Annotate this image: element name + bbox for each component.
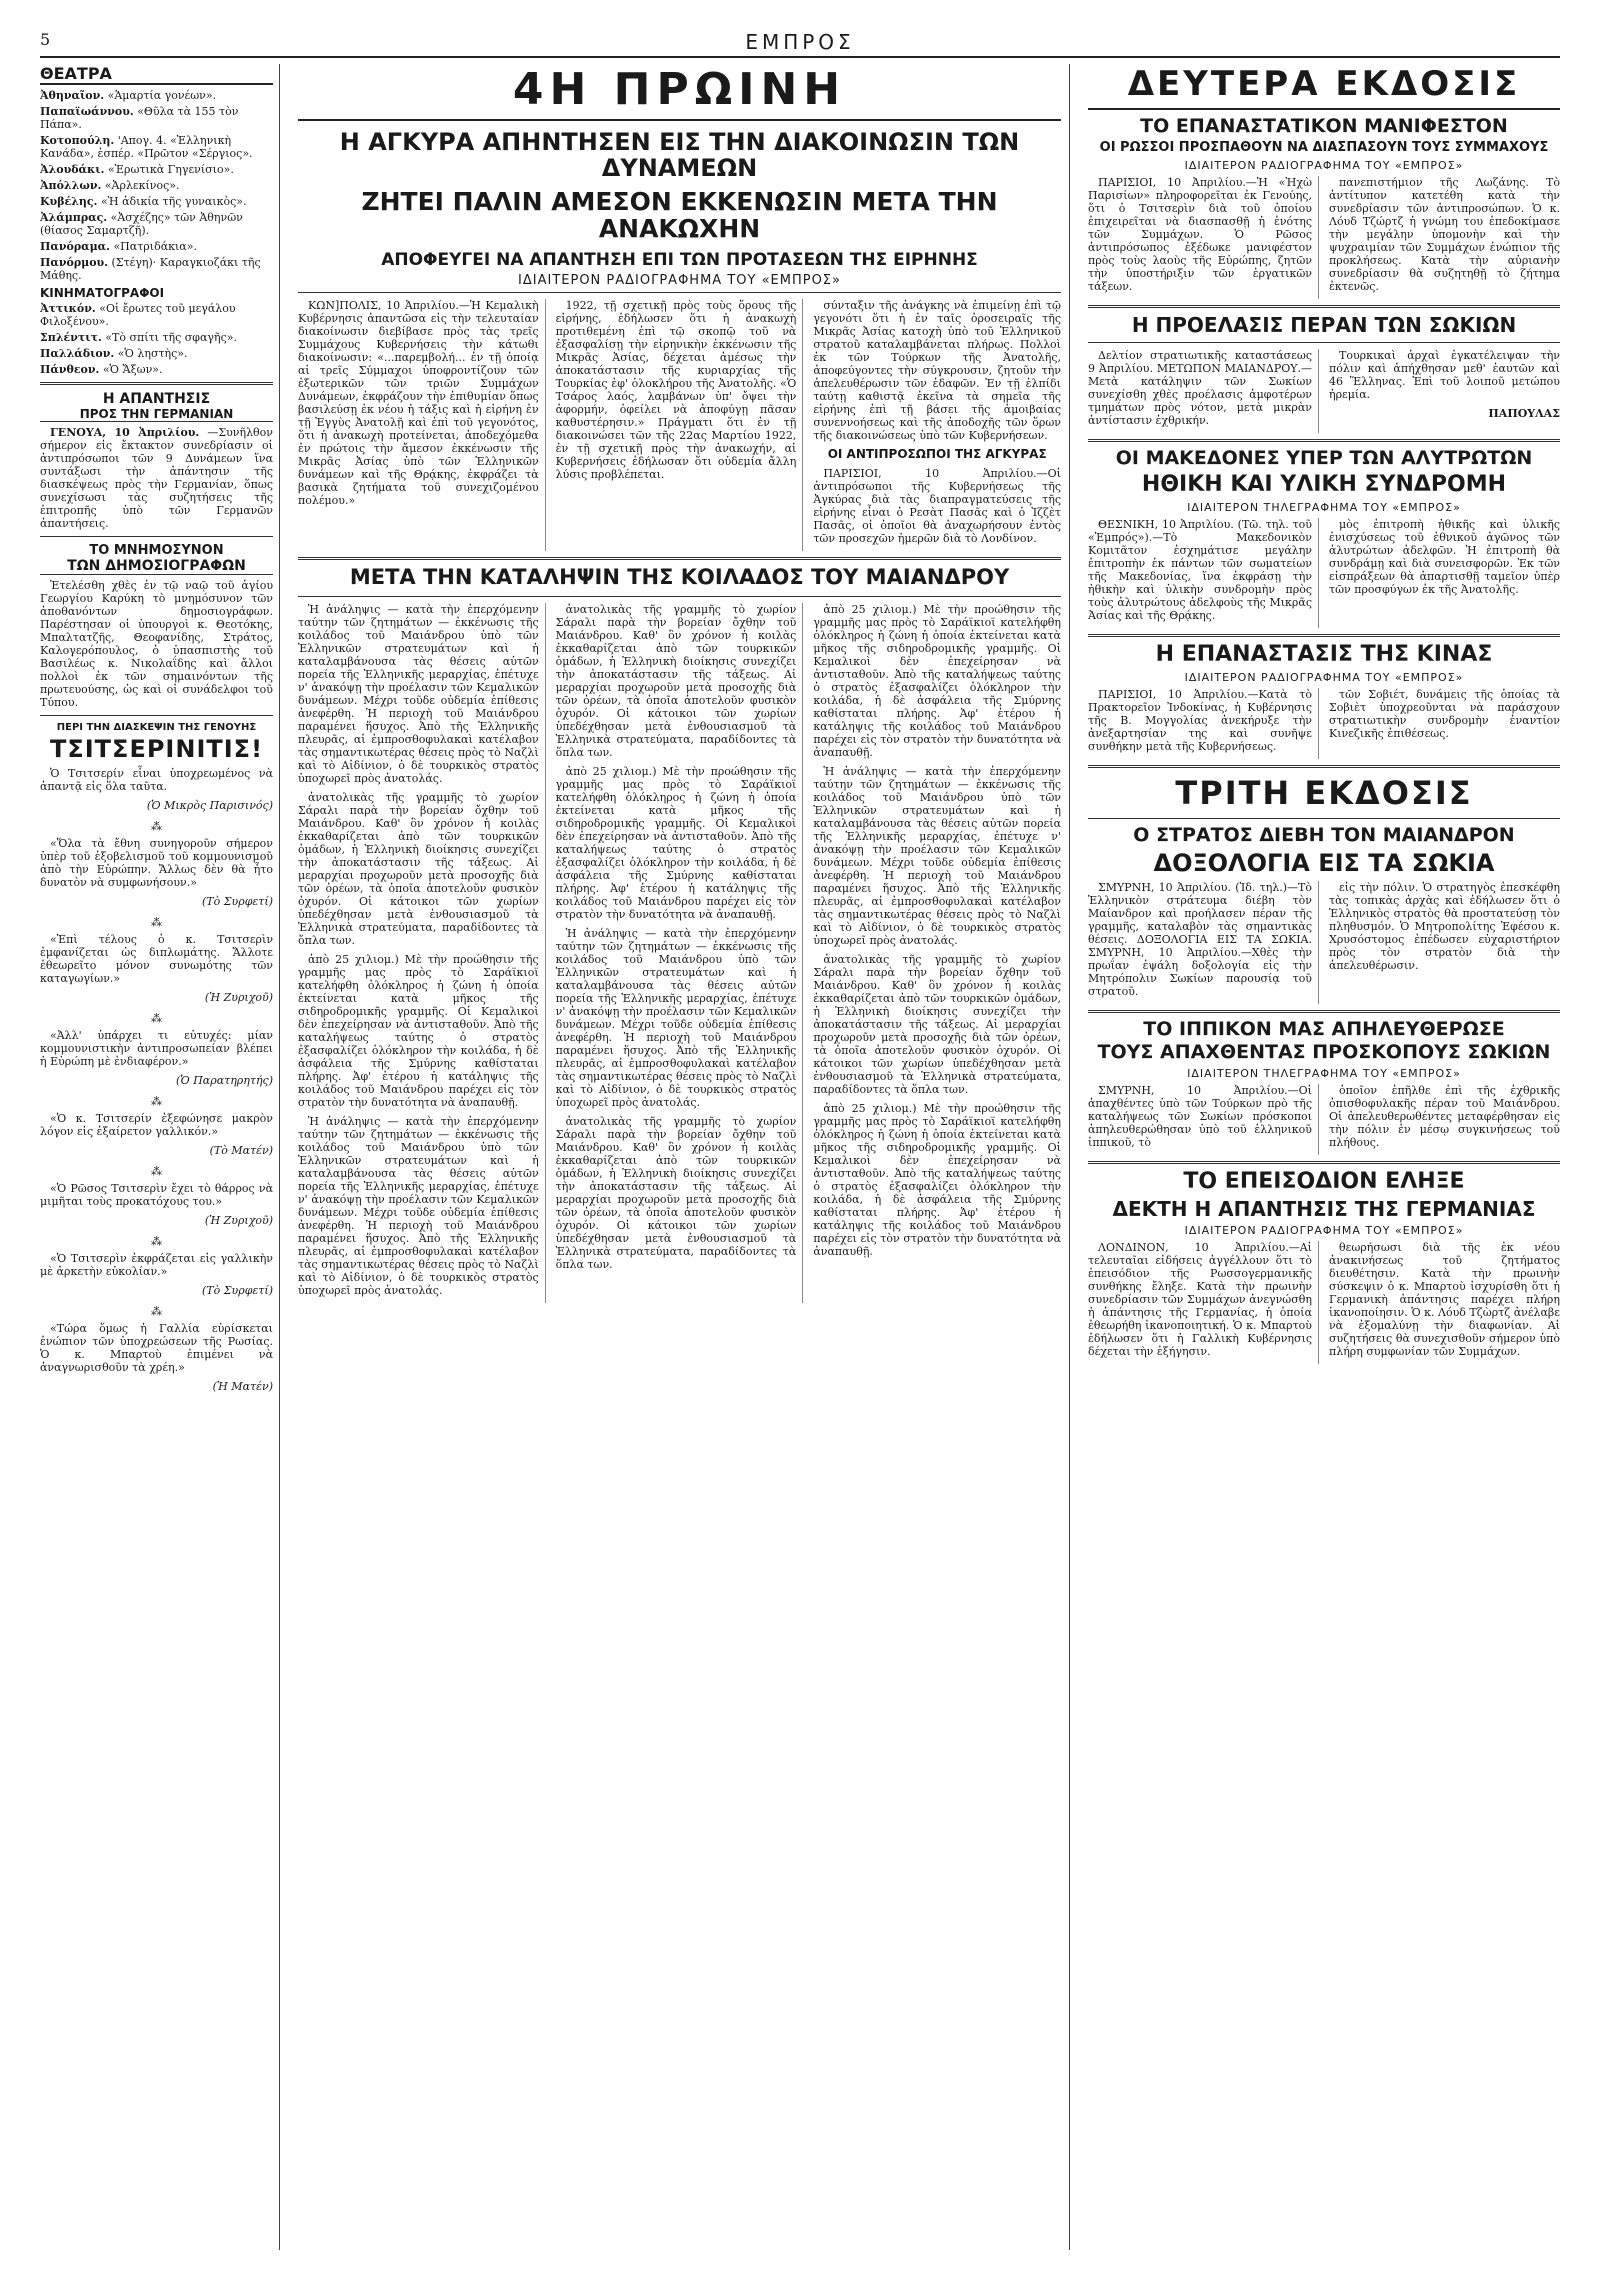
third-edition-title: ΤΡΙΤΗ ΕΚΔΟΣΙΣ	[1175, 774, 1473, 813]
theatre-heading: ΘΕΑΤΡΑ	[40, 64, 273, 85]
listing-text: «Τὸ σπίτι τῆς σφαγῆς».	[105, 331, 237, 344]
listing-item	[40, 163, 273, 176]
cinema-heading: ΚΙΝΗΜΑΤΟΓΡΑΦΟΙ	[40, 286, 165, 300]
text-column	[556, 299, 804, 551]
paragraph: εἰς τὴν πόλιν. Ὁ στρατηγὸς ἐπεσκέφθη τὰς τοπικὰς ἀρχὰς καὶ ἐδήλωσεν ὅτι ὁ Ἑλληνικὸς στρατὸς θὰ προστατεύσῃ τὸν πληθυσμόν. Ὁ Μητροπολίτης Ἐφέσου κ. Χρυσόστομος ἐπέδωσεν εὐχαριστήριον πρὸς τὸν στρατὸν διὰ τὴν ἀπελευθέρωσιν.	[1329, 880, 1560, 972]
text-column	[1329, 518, 1560, 628]
headline-doxology: ΔΟΞΟΛΟΓΙΑ ΕΙΣ ΤΑ ΣΩΚΙΑ	[1153, 849, 1495, 878]
lead-article-columns	[298, 299, 1061, 551]
headline-secondary: ΖΗΤΕΙ ΠΑΛΙΝ ΑΜΕΣΟΝ ΕΚΚΕΝΩΣΙΝ ΜΕΤΑ ΤΗΝ ΑΝΑΚΩΧΗΝ	[361, 186, 998, 244]
separator-stars: ⁂	[151, 916, 162, 929]
paragraph: ἀπὸ 25 χιλιομ.) Μὲ τὴν προώθησιν τῆς γραμμῆς μας πρὸς τὸ Σαράϊκιοϊ κατελήφθη ὁλόκληρος ἡ ζώνη ἡ ὁποία ἐκτείνεται κατὰ μῆκος τῆς σιδηροδρομικῆς γραμμῆς. Οἱ Κεμαλικοὶ δὲν ἐπεχείρησαν νὰ ἀντισταθοῦν. Ἀπὸ τῆς καταλήψεως ταύτης ὁ στρατὸς ἐξασφαλίζει ὁλόκληρον τὴν κοιλάδα, ἡ δὲ ἀσφάλεια τῆς Σμύρνης καθίσταται πλήρης. Ἀφ' ἑτέρου ἡ κατάληψις τῆς κοιλάδος τοῦ Μαιάνδρου παρέχει εἰς τὸν στρατὸν τὴν δυνατότητα νὰ ἀναπαυθῇ.	[813, 602, 1061, 759]
separator-stars: ⁂	[151, 1095, 162, 1108]
quote-list	[40, 820, 273, 1393]
paragraph: τῶν Σοβιέτ, δυνάμεις τῆς ὁποίας τὰ Σοβιὲτ ὑποχρεοῦνται νὰ παράσχουν στρατιωτικὴν συνδρομὴν ἐναντίον Κινεζικῆς ἐπιθέσεως.	[1329, 688, 1560, 741]
quote-text: «Ὁ Τσιτσερὶν ἐκφράζεται εἰς γαλλικὴν μὲ ἀρκετὴν εὐκολίαν.»	[40, 1252, 273, 1278]
article-title: Η ΑΠΑΝΤΗΣΙΣ	[102, 391, 211, 407]
listing-name: Ἀλάμπρας.	[40, 211, 108, 224]
listing-text: (Στέγη)· Καραγκιοζάκι τῆς Μάθης.	[40, 256, 261, 282]
article-body	[40, 579, 273, 709]
dateline: ΓΕΝΟΥΑ, 10 Ἀπριλίου.	[50, 426, 200, 439]
paragraph: ἀνατολικὰς τῆς γραμμῆς τὸ χωρίον Σάραλι παρὰ τὴν βορείαν ὄχθην τοῦ Μαιάνδρου. Καθ' ὃν χρόνον ἡ κοιλὰς ἐκκαθαρίζεται ἀπὸ τῶν τουρκικῶν ὁμάδων, ἡ Ἑλληνικὴ διοίκησις συνεχίζει τὴν ἀποκατάστασιν τῆς τάξεως. Αἱ μεραρχίαι προχωροῦν μετὰ προσοχῆς διὰ τῶν ὀρέων, τὰ ὁποῖα ἀποτελοῦν φυσικὸν ὀχυρόν. Οἱ κάτοικοι τῶν χωρίων ὑπεδέχθησαν μετὰ ἐνθουσιασμοῦ τὰ Ἑλληνικὰ στρατεύματα, παραδίδοντες τὰ ὅπλα των.	[298, 790, 539, 947]
listing-name: Πάνθεον.	[40, 363, 100, 376]
headline-china: Η ΕΠΑΝΑΣΤΑΣΙΣ ΤΗΣ ΚΙΝΑΣ	[1155, 642, 1493, 668]
paragraph: ΠΑΡΙΣΙΟΙ, 10 Ἀπριλίου.—Κατὰ τὸ Πρακτορεῖον Ἰνδοκίνας, ἡ Κυβέρνησις τῆς Β. Μογγολίας ἀνεκήρυξε τὴν ἀνεξαρτησίαν της καὶ συνῆψε συνθήκην μετὰ τῆς Κυβερνήσεως.	[1088, 688, 1312, 754]
second-edition-title: ΔΕΥΤΕΡΑ ΕΚΔΟΣΙΣ	[1088, 64, 1560, 110]
paragraph: Τουρκικαὶ ἀρχαὶ ἐγκατέλειψαν τὴν πόλιν καὶ ἀπήχθησαν μεθ' ἑαυτῶν καὶ 46 Ἕλληνας. Ἐπὶ τοῦ λοιποῦ μετώπου ἠρεμία.	[1329, 349, 1560, 402]
macedonians-columns	[1088, 518, 1560, 628]
quote-text: «Ἀλλ' ὑπάρχει τι εὐτυχές: μίαν κομμουνιστικὴν ἀντιπροσωπείαν βλέπει ἡ Εὐρώπη μὲ ἐνδιαφέρον.»	[40, 1029, 273, 1068]
listing-name: Ἀθηναῖον.	[40, 89, 105, 102]
quote-source: (Ἡ Ματέν)	[212, 1380, 273, 1393]
newspaper-page	[40, 30, 1560, 2250]
listing-item	[40, 105, 273, 131]
quote-source: (Ἡ Ζυριχοῦ)	[204, 1214, 273, 1227]
cinema-list	[40, 302, 273, 376]
listing-item	[40, 211, 273, 237]
headline-manifesto: ΤΟ ΕΠΑΝΑΣΤΑΤΙΚΟΝ ΜΑΝΙΦΕΣΤΟΝ	[1140, 115, 1508, 137]
article-title: ΤΟ ΜΝΗΜΟΣΥΝΟΝ	[89, 543, 224, 558]
separator-stars: ⁂	[151, 1305, 162, 1318]
quote-text: «Ὁ κ. Τσιτσερίν ἐξεφώνησε μακρὸν λόγον εἰς ἐξαίρετον γαλλικόν.»	[40, 1112, 273, 1138]
paper-name: ΕΜΠΡΟΣ	[745, 30, 855, 54]
paragraph: ΚΩΝ]ΠΟΛΙΣ, 10 Ἀπριλίου.—Ἡ Κεμαλικὴ Κυβέρνησις ἀπαντῶσα εἰς τὴν τελευταίαν διακοίνωσιν διεβίβασε πρὸς τὰς τρεῖς Συμμάχους Κυβερνήσεις τὴν κάτωθι διακοίνωσιν: «...παρεμβολή... ἐν τῇ ὁποίᾳ αἱ τρεῖς Σύμμαχοι ὑποφροντίζουν τῶν ἐξωτερικῶν τῶν τριῶν Συμμάχων Δυνάμεων, ἐκφράζουν τὴν ἐπιθυμίαν ὅπως βασιλεύσῃ ἐκ νέου ἡ τάξις καὶ ἡ εἰρήνη ἐν τῇ Ἐγγὺς Ἀνατολῇ καὶ ἐπὶ τοῦ γεγονότος, ὅτι ἡ ἀνακωχὴ προτείνεται, ἀποδεχόμεθα ἐν πρώτοις τὴν ἄμεσον ἐκκένωσιν τῆς Μικρᾶς Ἀσίας ὑπὸ τῶν Ἑλληνικῶν δυνάμεων καὶ τῆς Θρᾴκης, ἐκφράζει τὰ βασικὰ ζητήματα τοῦ συνεχιζομένου πολέμου.»	[298, 299, 539, 508]
paragraph: 1922, τῇ σχετικῇ πρὸς τοὺς ὅρους τῆς εἰρήνης, ἐδήλωσεν ὅτι ἡ ἀνακωχὴ προτιθεμένη ἐπὶ τῷ σκοπῷ τοῦ νὰ ἐξασφαλίσῃ τὴν εἰρηνικὴν ἐκκένωσιν τῆς Μικρᾶς Ἀσίας, δέχεται ἀμέσως τὴν ἀποκατάστασιν τῆς κυριαρχίας τῆς Τουρκίας ἐφ' ὁλοκλήρου τῆς Ἀνατολῆς. «Ὁ Τσάρος λαός, λαμβάνων ὑπ' ὄψει τὴν ἀφορμήν, ὀφείλει νὰ ἀποφύγῃ πᾶσαν καθυστέρησιν.» Πράγματι ὅτι ἐν τῇ διακοινώσει τῶν τῆς 22ας Μαρτίου 1922, ἐν τῇ σχετικῇ πρὸς τὴν ἀνακωχήν, αἱ Κυβερνήσεις ἐδήλωσαν ὅτι οὐδεμία ἄλλη λύσις προβλέπεται.	[555, 299, 797, 482]
text-column	[298, 299, 546, 551]
listing-item	[40, 179, 273, 192]
text-column	[1329, 1084, 1560, 1155]
headline-main: Η ΑΓΚΥΡΑ ΑΠΗΝΤΗΣΕΝ ΕΙΣ ΤΗΝ ΔΙΑΚΟΙΝΩΣΙΝ ΤΩΝ ΔΥΝΑΜΕΩΝ	[339, 128, 1020, 183]
radiogram-kicker: ΙΔΙΑΙΤΕΡΟΝ ΡΑΔΙΟΓΡΑΦΗΜΑ ΤΟΥ «ΕΜΠΡΟΣ»	[298, 273, 1061, 293]
center-column	[290, 64, 1070, 2250]
masthead	[40, 30, 1560, 58]
listing-name: Παπαϊωάννου.	[40, 105, 134, 118]
text-column	[813, 299, 1061, 551]
headline-scouts: ΤΟΥΣ ΑΠΑΧΘΕΝΤΑΣ ΠΡΟΣΚΟΠΟΥΣ ΣΩΚΙΩΝ	[1097, 1040, 1551, 1063]
text-column	[1329, 688, 1560, 759]
text-column	[1088, 349, 1319, 433]
text-column	[1088, 518, 1319, 628]
china-columns	[1088, 688, 1560, 759]
text-column	[1088, 688, 1319, 759]
left-column	[40, 64, 280, 2250]
telegram-kicker: ΙΔΙΑΙΤΕΡΟΝ ΤΗΛΕΓΡΑΦΗΜΑ ΤΟΥ «ΕΜΠΡΟΣ»	[1187, 1066, 1461, 1080]
article-text: —Συνῆλθον σήμερον εἰς ἔκτακτον συνεδρίασιν οἱ ἀντιπρόσωποι τῶν 9 Δυνάμεων ἵνα συντάξωσι τὴν ἀπάντησιν τῆς διασκέψεως πρὸς τὴν Γερμανίαν, ὅπως συνεχίσωσι τὰς συζητήσεις τῆς ἐπιτροπῆς ὑπὸ τῶν Γερμανῶν ἀπαντήσεις.	[40, 426, 273, 530]
signature: ΠΑΠΟΥΛΑΣ	[1488, 407, 1560, 421]
listing-text: «Πατριδάκια».	[113, 240, 197, 253]
separator-stars: ⁂	[151, 1012, 162, 1025]
paragraph: ἀνατολικὰς τῆς γραμμῆς τὸ χωρίον Σάραλι παρὰ τὴν βορείαν ὄχθην τοῦ Μαιάνδρου. Καθ' ὃν χρόνον ἡ κοιλὰς ἐκκαθαρίζεται ἀπὸ τῶν τουρκικῶν ὁμάδων, ἡ Ἑλληνικὴ διοίκησις συνεχίζει τὴν ἀποκατάστασιν τῆς τάξεως. Αἱ μεραρχίαι προχωροῦν μετὰ προσοχῆς διὰ τῶν ὀρέων, τὰ ὁποῖα ἀποτελοῦν φυσικὸν ὀχυρόν. Οἱ κάτοικοι τῶν χωρίων ὑπεδέχθησαν μετὰ ἐνθουσιασμοῦ τὰ Ἑλληνικὰ στρατεύματα, παραδίδοντες τὰ ὅπλα των.	[813, 952, 1061, 1096]
text-column	[1329, 176, 1560, 299]
listing-text: «Οἱ ἔρωτες τοῦ μεγάλου Φιλοξένου».	[40, 302, 236, 328]
sub-heading: ΟΙ ΑΝΤΙΠΡΟΣΩΠΟΙ ΤΗΣ ΑΓΚΥΡΑΣ	[827, 447, 1047, 462]
headline-manifesto-sub: ΟΙ ΡΩΣΣΟΙ ΠΡΟΣΠΑΘΟΥΝ ΝΑ ΔΙΑΣΠΑΣΟΥΝ ΤΟΥΣ ΣΥΜΜΑΧΟΥΣ	[1099, 139, 1549, 155]
text-column	[556, 603, 804, 1303]
advance-columns	[1088, 349, 1560, 433]
headline-episode: ΤΟ ΕΠΕΙΣΟΔΙΟΝ ΕΛΗΞΕ	[1183, 1168, 1465, 1194]
paragraph: ΣΜΥΡΝΗ, 10 Ἀπριλίου. (Ἰδ. τηλ.)—Τὸ Ἑλληνικὸν στράτευμα διέβη τὸν Μαίανδρον καὶ προήλασεν πέραν τῆς γραμμῆς, καταλαβὸν τὰς σημαντικὰς θέσεις. ΔΟΞΟΛΟΓΙΑ ΕΙΣ ΤΑ ΣΩΚΙΑ. ΣΜΥΡΝΗ, 10 Ἀπριλίου.—Χθὲς τὴν πρωΐαν ἐψάλη δοξολογία εἰς τὴν Μητρόπολιν Σωκίων παρουσίᾳ τοῦ στρατοῦ.	[1088, 880, 1312, 998]
cavalry-columns	[1088, 1084, 1560, 1155]
listing-item	[40, 195, 273, 208]
headline-support: ΗΘΙΚΗ ΚΑΙ ΥΛΙΚΗ ΣΥΝΔΡΟΜΗ	[1141, 472, 1507, 498]
radiogram-kicker: ΙΔΙΑΙΤΕΡΟΝ ΡΑΔΙΟΓΡΑΦΗΜΑ ΤΟΥ «ΕΜΠΡΟΣ»	[1184, 671, 1464, 685]
listing-name: Κυβέλης.	[40, 195, 98, 208]
quote-source: (Ἡ Ζυριχοῦ)	[204, 991, 273, 1004]
paragraph: ἀπὸ 25 χιλιομ.) Μὲ τὴν προώθησιν τῆς γραμμῆς μας πρὸς τὸ Σαράϊκιοϊ κατελήφθη ὁλόκληρος ἡ ζώνη ἡ ὁποία ἐκτείνεται κατὰ μῆκος τῆς σιδηροδρομικῆς γραμμῆς. Οἱ Κεμαλικοὶ δὲν ἐπεχείρησαν νὰ ἀντισταθοῦν. Ἀπὸ τῆς καταλήψεως ταύτης ὁ στρατὸς ἐξασφαλίζει ὁλόκληρον τὴν κοιλάδα, ἡ δὲ ἀσφάλεια τῆς Σμύρνης καθίσταται πλήρης. Ἀφ' ἑτέρου ἡ κατάληψις τῆς κοιλάδος τοῦ Μαιάνδρου παρέχει εἰς τὸν στρατὸν τὴν δυνατότητα νὰ ἀναπαυθῇ.	[813, 1101, 1061, 1258]
paragraph: πανεπιστήμιον τῆς Λωζάνης. Τὸ ἀντίτυπον κατετέθη κατὰ τὴν συνεδρίασιν τῶν ἀντιπροσώπων. Ὁ κ. Λόυδ Τζώρτζ ἡ γνώμη του ἐπεδοκίμασε τὴν μεγάλην ὑπομονὴν καὶ τὴν ψυχραιμίαν τῶν Συμμάχων ἐνώπιον τῆς προκλήσεως. Κατὰ τὴν αὐριανὴν συνεδρίασιν θὰ συζητηθῇ τὸ ζήτημα ἐκτενῶς.	[1329, 176, 1560, 294]
paragraph: μὸς ἐπιτροπὴ ἠθικῆς καὶ ὑλικῆς ἐνισχύσεως τοῦ ἐθνικοῦ ἀγῶνος τῶν ἀλυτρώτων ἀδελφῶν. Ἡ ἐπιτροπὴ θὰ συνδράμῃ καὶ διὰ συνεισφορῶν. Ἐκ τῶν εἰσπράξεων θὰ ἀπαρτισθῇ ταμεῖον ὑπὲρ τῶν προσφύγων ἐκ τῆς Ἀνατολῆς.	[1329, 518, 1560, 597]
listing-name: Πανόραμα.	[40, 240, 110, 253]
paragraph: ΠΑΡΙΣΙΟΙ, 10 Ἀπριλίου.—Οἱ ἀντιπρόσωποι τῆς Κυβερνήσεως τῆς Ἀγκύρας διὰ τὰς διαπραγματεύσεις τῆς εἰρήνης εἶναι ὁ Ρεσὰτ Πασᾶς καὶ ὁ Ἰζζὲτ Πασᾶς, οἱ ὁποῖοι θὰ ἀναχωρήσουν ἐντὸς τῶν προσεχῶν ἡμερῶν διὰ τὸ Λονδίνον.	[813, 467, 1061, 546]
listing-name: Ἀλουδάκι.	[40, 163, 105, 176]
listing-item	[40, 256, 273, 282]
lead-text: Ὁ Τσιτσερίν εἶναι ὑποχρεωμένος νὰ ἀπαντᾷ εἰς ὅλα ταῦτα.	[40, 767, 273, 793]
doxology-columns	[1088, 881, 1560, 1004]
paragraph: σύνταξιν τῆς ἀνάγκης νὰ ἐπιμείνῃ ἐπὶ τῷ γεγονότι ὅτι ἡ ἐν ταῖς ὁροσειραῖς τῆς Μικρᾶς Ἀσίας κατοχὴ ὑπὸ τοῦ Ἑλληνικοῦ στρατοῦ καταλαμβάνεται πλήρως. Πολλοὶ ἐκ τῶν Τούρκων τῆς Ἀνατολῆς, ἀποφεύγοντες τὴν σύγκρουσιν, ζητοῦν τὴν ἀπελευθέρωσιν τῶν ἐδαφῶν. Ἐν τῇ ἐλπίδι ταύτῃ καθιστᾷ ἐκεῖνα τὰ σημεῖα τῆς εἰρήνης ἐπὶ τῇ βάσει τῆς ἀμοιβαίας συνεννοήσεως καὶ τῆς ἀποδοχῆς τῶν ὅρων τῆς διακοινώσεως ὑπὸ τῶν Κυβερνήσεων.	[813, 299, 1061, 443]
paragraph: ΠΑΡΙΣΙΟΙ, 10 Ἀπριλίου.—Ἡ «Ἠχὼ Παρισίων» πληροφορεῖται ἐκ Γενούης, ὅτι ὁ Τσιτσερὶν διὰ τοῦ ὁποίου ἐπιχειρεῖται νὰ διασπασθῇ ἡ ἑνότης τῶν Συμμάχων. Ὁ Ρῶσος ἀντιπρόσωπος ἐξέδωκε μανιφέστον πρὸς τοὺς λαοὺς τῆς Εὐρώπης, ζητῶν τὴν ὑποστήριξιν τῶν ἐργατικῶν τάξεων.	[1088, 176, 1312, 294]
column-kicker: ΠΕΡΙ ΤΗΝ ΔΙΑΣΚΕΨΙΝ ΤΗΣ ΓΕΝΟΥΗΣ	[56, 722, 257, 733]
separator-stars: ⁂	[151, 1235, 162, 1248]
listing-text: «Ὁ Ἄξων».	[102, 363, 163, 376]
paragraph: Ἡ ἀνάληψις — κατὰ τὴν ἐπερχόμενην ταύτην τῶν ζητημάτων — ἐκκένωσις τῆς κοιλάδος τοῦ Μαιάνδρου ὑπὸ τῶν Ἑλληνικῶν στρατευμάτων καὶ ἡ καταλαμβάνουσα τὰς θέσεις αὐτῶν πορεία τῆς Ἑλληνικῆς μεραρχίας, ἐπέτυχε ν' ἀνακόψῃ τὴν προέλασιν τῶν Κεμαλικῶν δυνάμεων. Μέχρι τοῦδε οὐδεμία ἐπίθεσις ἀνεφέρθη. Ἡ περιοχὴ τοῦ Μαιάνδρου παραμένει ἥσυχος. Ἀπὸ τῆς Ἑλληνικῆς πλευρᾶς, αἱ ἐμπροσθοφυλακαὶ κατέλαβον τὰς σημαντικωτέρας θέσεις πρὸς τὸ Ναζλὶ καὶ τὸ Αἰδίνιον, ὁ δὲ τουρκικὸς στρατὸς ὑποχωρεῖ πρὸς ἀνατολάς.	[813, 764, 1061, 947]
text-column	[1329, 881, 1560, 1004]
listing-text: «Ἁμαρτία γονέων».	[107, 89, 217, 102]
paragraph: Δελτίον στρατιωτικῆς καταστάσεως 9 Ἀπριλίου. ΜΕΤΩΠΟΝ ΜΑΙΑΝΔΡΟΥ.—Μετὰ κατάληψιν τῶν Σωκίων συνεχίσθη χθὲς προέλασις ἀμφοτέρων τμημάτων πρὸς νότον, μετὰ μικρὰν ἀντίστασιν ἐχθρικήν.	[1088, 349, 1312, 428]
paragraph: ἀνατολικὰς τῆς γραμμῆς τὸ χωρίον Σάραλι παρὰ τὴν βορείαν ὄχθην τοῦ Μαιάνδρου. Καθ' ὃν χρόνον ἡ κοιλὰς ἐκκαθαρίζεται ἀπὸ τῶν τουρκικῶν ὁμάδων, ἡ Ἑλληνικὴ διοίκησις συνεχίζει τὴν ἀποκατάστασιν τῆς τάξεως. Αἱ μεραρχίαι προχωροῦν μετὰ προσοχῆς διὰ τῶν ὀρέων, τὰ ὁποῖα ἀποτελοῦν φυσικὸν ὀχυρόν. Οἱ κάτοικοι τῶν χωρίων ὑπεδέχθησαν μετὰ ἐνθουσιασμοῦ τὰ Ἑλληνικὰ στρατεύματα, παραδίδοντες τὰ ὅπλα των.	[555, 1114, 797, 1271]
paragraph: ἀπὸ 25 χιλιομ.) Μὲ τὴν προώθησιν τῆς γραμμῆς μας πρὸς τὸ Σαράϊκιοϊ κατελήφθη ὁλόκληρος ἡ ζώνη ἡ ὁποία ἐκτείνεται κατὰ μῆκος τῆς σιδηροδρομικῆς γραμμῆς. Οἱ Κεμαλικοὶ δὲν ἐπεχείρησαν νὰ ἀντισταθοῦν. Ἀπὸ τῆς καταλήψεως ταύτης ὁ στρατὸς ἐξασφαλίζει ὁλόκληρον τὴν κοιλάδα, ἡ δὲ ἀσφάλεια τῆς Σμύρνης καθίσταται πλήρης. Ἀφ' ἑτέρου ἡ κατάληψις τῆς κοιλάδος τοῦ Μαιάνδρου παρέχει εἰς τὸν στρατὸν τὴν δυνατότητα νὰ ἀναπαυθῇ.	[555, 764, 797, 921]
quote-text: «Τώρα ὅμως ἡ Γαλλία εὑρίσκεται ἐνώπιον τῶν ὑποχρεώσεων τῆς Ρωσίας. Ὁ κ. Μπαρτοὺ ἐπιμένει νὰ ἀναγνωρισθοῦν τὰ χρέη.»	[40, 1322, 273, 1374]
listing-name: Ἀττικόν.	[40, 302, 96, 315]
headline-crossing: Ο ΣΤΡΑΤΟΣ ΔΙΕΒΗ ΤΟΝ ΜΑΙΑΝΔΡΟΝ	[1133, 824, 1515, 847]
article-title-2: ΠΡΟΣ ΤΗΝ ΓΕΡΜΑΝΙΑΝ	[40, 407, 273, 422]
headline-germany: ΔΕΚΤΗ Η ΑΠΑΝΤΗΣΙΣ ΤΗΣ ΓΕΡΜΑΝΙΑΣ	[1112, 1196, 1536, 1221]
listing-text: «Ἐρωτικὰ Γηγενίσιο».	[107, 163, 234, 176]
page-number-handwritten: 5	[40, 30, 51, 49]
paragraph: θεωρήσωσι διὰ τῆς ἐκ νέου ἀνακινήσεως τοῦ ζητήματος διευθέτησιν. Κατὰ τὴν πρωινὴν σύσκεψιν ὁ κ. Μπαρτοὺ ἰσχυρίσθη ὅτι ἡ Γερμανικὴ ἀπάντησις παρέχει πλήρη ἱκανοποίησιν. Ὁ κ. Λόυδ Τζὼρτζ ἀνέλαβε νὰ ἐξομαλύνῃ τὴν διαφωνίαν. Αἱ συζητήσεις θὰ συνεχισθοῦν σήμερον ὑπὸ πλήρη συμφωνίαν τῶν Συμμάχων.	[1329, 1240, 1560, 1358]
text-column	[1329, 1241, 1560, 1364]
text-column	[1088, 176, 1319, 299]
listing-name: Κοτοπούλη.	[40, 134, 115, 147]
germany-columns	[1088, 1241, 1560, 1364]
headline-macedonians: ΟΙ ΜΑΚΕΔΟΝΕΣ ΥΠΕΡ ΤΩΝ ΑΛΥΤΡΩΤΩΝ	[1115, 447, 1533, 470]
article-text: Ἐτελέσθη χθὲς ἐν τῷ ναῷ τοῦ ἁγίου Γεωργίου Καρύκη τὸ μνημόσυνον τῶν ἀποθανόντων δημοσιογράφων. Παρέστησαν οἱ ὑπουργοὶ κ. Θεοτόκης, Μπαλτατζῆς, Θεοφανίδης, Στράτος, Καλογερόπουλος, ὁ ὑπασπιστὴς τοῦ Βασιλέως κ. Νικολαΐδης καὶ ἄλλοι πολλοὶ ἐκ τῶν σημαινόντων τῆς πρωτευούσης, ὡς καὶ οἱ συνάδελφοι τοῦ Τύπου.	[40, 579, 273, 709]
text-column	[298, 603, 546, 1303]
listing-text: 'Απογ. 4. «Ἑλληνικὴ Κανάδα», ἑσπέρ. «Πρῶτον «Σέργιος».	[40, 134, 253, 160]
listing-name: Σπλέντιτ.	[40, 331, 102, 344]
listing-item	[40, 331, 273, 344]
quote-source: (Τὸ Ματέν)	[209, 1144, 273, 1157]
listing-text: «Ἡ ἀδικία τῆς γυναικὸς».	[100, 195, 247, 208]
theatre-list	[40, 89, 273, 282]
text-column	[1329, 349, 1560, 433]
quote-text: «Ὅλα τὰ ἔθνη συνηγοροῦν σήμερον ὑπὲρ τοῦ ἐξοβελισμοῦ τοῦ κομμουνισμοῦ ἀπὸ τὴν Εὐρώπην. Ἄλλως δὲν θὰ ἦτο δυνατὸν νὰ συμφωνήσουν.»	[40, 837, 273, 889]
text-column	[813, 603, 1061, 1303]
article-title-2: ΤΩΝ ΔΗΜΟΣΙΟΓΡΑΦΩΝ	[40, 558, 273, 575]
headline-cavalry: ΤΟ ΙΠΠΙΚΟΝ ΜΑΣ ΑΠΗΛΕΥΘΕΡΩΣΕ	[1143, 1017, 1505, 1040]
text-column	[1088, 1241, 1319, 1364]
listing-name: Ἀπόλλων.	[40, 179, 102, 192]
maiandros-columns	[298, 603, 1061, 1303]
listing-item	[40, 347, 273, 360]
column-body	[40, 767, 273, 1393]
text-column	[1088, 1084, 1319, 1155]
right-column	[1080, 64, 1560, 2250]
quote-source: (Τὸ Συρφετί)	[202, 895, 273, 908]
paragraph: ἀνατολικὰς τῆς γραμμῆς τὸ χωρίον Σάραλι παρὰ τὴν βορείαν ὄχθην τοῦ Μαιάνδρου. Καθ' ὃν χρόνον ἡ κοιλὰς ἐκκαθαρίζεται ἀπὸ τῶν τουρκικῶν ὁμάδων, ἡ Ἑλληνικὴ διοίκησις συνεχίζει τὴν ἀποκατάστασιν τῆς τάξεως. Αἱ μεραρχίαι προχωροῦν μετὰ προσοχῆς διὰ τῶν ὀρέων, τὰ ὁποῖα ἀποτελοῦν φυσικὸν ὀχυρόν. Οἱ κάτοικοι τῶν χωρίων ὑπεδέχθησαν μετὰ ἐνθουσιασμοῦ τὰ Ἑλληνικὰ στρατεύματα, παραδίδοντες τὰ ὅπλα των.	[555, 602, 797, 759]
paragraph: ΣΜΥΡΝΗ, 10 Ἀπριλίου.—Οἱ ἀπαχθέντες ὑπὸ τῶν Τούρκων πρὸ τῆς καταλήψεως τῶν Σωκίων πρόσκοποι ἀπηλευθερώθησαν ὑπὸ τοῦ ἑλληνικοῦ ἱππικοῦ, τὸ	[1088, 1083, 1312, 1149]
listing-item	[40, 134, 273, 160]
paragraph: ΛΟΝΔΙΝΟΝ, 10 Ἀπριλίου.—Αἱ τελευταῖαι εἰδήσεις ἀγγέλλουν ὅτι τὸ ἐπεισόδιον τῆς Ρωσσογερμανικῆς συνθήκης ἔληξε. Κατὰ τὴν πρωινὴν συνεδρίασιν τῶν Συμμάχων ἀνεγνώσθη ἡ ἀπάντησις τῆς Γερμανίας, ἡ ὁποία ἐθεωρήθη ἱκανοποιητική. Ὁ κ. Μπαρτοὺ ἐδήλωσεν ὅτι ἡ Γαλλικὴ Κυβέρνησις δέχεται τὴν ἐξήγησιν.	[1088, 1240, 1312, 1358]
listing-text: «Ἀρλεκίνος».	[104, 179, 180, 192]
listing-item	[40, 89, 273, 102]
manifesto-columns	[1088, 176, 1560, 299]
listing-text: «Θῦλα τὰ 155 τὸν Πάπα».	[40, 105, 239, 131]
edition-title: 4Η ΠΡΩΙΝΗ	[298, 64, 1061, 121]
listing-name: Παλλάδιον.	[40, 347, 115, 360]
radiogram-kicker: ΙΔΙΑΙΤΕΡΟΝ ΡΑΔΙΟΓΡΑΦΗΜΑ ΤΟΥ «ΕΜΠΡΟΣ»	[1184, 159, 1464, 173]
paragraph: Ἡ ἀνάληψις — κατὰ τὴν ἐπερχόμενην ταύτην τῶν ζητημάτων — ἐκκένωσις τῆς κοιλάδος τοῦ Μαιάνδρου ὑπὸ τῶν Ἑλληνικῶν στρατευμάτων καὶ ἡ καταλαμβάνουσα τὰς θέσεις αὐτῶν πορεία τῆς Ἑλληνικῆς μεραρχίας, ἐπέτυχε ν' ἀνακόψῃ τὴν προέλασιν τῶν Κεμαλικῶν δυνάμεων. Μέχρι τοῦδε οὐδεμία ἐπίθεσις ἀνεφέρθη. Ἡ περιοχὴ τοῦ Μαιάνδρου παραμένει ἥσυχος. Ἀπὸ τῆς Ἑλληνικῆς πλευρᾶς, αἱ ἐμπροσθοφυλακαὶ κατέλαβον τὰς σημαντικωτέρας θέσεις πρὸς τὸ Ναζλὶ καὶ τὸ Αἰδίνιον, ὁ δὲ τουρκικὸς στρατὸς ὑποχωρεῖ πρὸς ἀνατολάς.	[298, 1114, 539, 1297]
listing-item	[40, 302, 273, 328]
paragraph: Ἡ ἀνάληψις — κατὰ τὴν ἐπερχόμενην ταύτην τῶν ζητημάτων — ἐκκένωσις τῆς κοιλάδος τοῦ Μαιάνδρου ὑπὸ τῶν Ἑλληνικῶν στρατευμάτων καὶ ἡ καταλαμβάνουσα τὰς θέσεις αὐτῶν πορεία τῆς Ἑλληνικῆς μεραρχίας, ἐπέτυχε ν' ἀνακόψῃ τὴν προέλασιν τῶν Κεμαλικῶν δυνάμεων. Μέχρι τοῦδε οὐδεμία ἐπίθεσις ἀνεφέρθη. Ἡ περιοχὴ τοῦ Μαιάνδρου παραμένει ἥσυχος. Ἀπὸ τῆς Ἑλληνικῆς πλευρᾶς, αἱ ἐμπροσθοφυλακαὶ κατέλαβον τὰς σημαντικωτέρας θέσεις πρὸς τὸ Ναζλὶ καὶ τὸ Αἰδίνιον, ὁ δὲ τουρκικὸς στρατὸς ὑποχωρεῖ πρὸς ἀνατολάς.	[298, 602, 539, 785]
text-column	[1088, 881, 1319, 1004]
quote-source: (Ὁ Παρατηρητής)	[175, 1074, 273, 1087]
listing-item	[40, 363, 273, 376]
paragraph: ὁποῖον ἐπῆλθε ἐπὶ τῆς ἐχθρικῆς ὀπισθοφυλακῆς πέραν τοῦ Μαιάνδρου. Οἱ ἀπελευθερωθέντες μεταφέρθησαν εἰς τὴν πόλιν ἐν μέσῳ συγκινήσεως τοῦ πλήθους.	[1329, 1083, 1560, 1149]
paragraph: Ἡ ἀνάληψις — κατὰ τὴν ἐπερχόμενην ταύτην τῶν ζητημάτων — ἐκκένωσις τῆς κοιλάδος τοῦ Μαιάνδρου ὑπὸ τῶν Ἑλληνικῶν στρατευμάτων καὶ ἡ καταλαμβάνουσα τὰς θέσεις αὐτῶν πορεία τῆς Ἑλληνικῆς μεραρχίας, ἐπέτυχε ν' ἀνακόψῃ τὴν προέλασιν τῶν Κεμαλικῶν δυνάμεων. Μέχρι τοῦδε οὐδεμία ἐπίθεσις ἀνεφέρθη. Ἡ περιοχὴ τοῦ Μαιάνδρου παραμένει ἥσυχος. Ἀπὸ τῆς Ἑλληνικῆς πλευρᾶς, αἱ ἐμπροσθοφυλακαὶ κατέλαβον τὰς σημαντικωτέρας θέσεις πρὸς τὸ Ναζλὶ καὶ τὸ Αἰδίνιον, ὁ δὲ τουρκικὸς στρατὸς ὑποχωρεῖ πρὸς ἀνατολάς.	[555, 926, 797, 1109]
headline-tertiary: ΑΠΟΦΕΥΓΕΙ ΝΑ ΑΠΑΝΤΗΣΗ ΕΠΙ ΤΩΝ ΠΡΟΤΑΣΕΩΝ ΤΗΣ ΕΙΡΗΝΗΣ	[381, 249, 978, 270]
quote-text: «Ἐπὶ τέλους ὁ κ. Τσιτσερὶν ἐμφανίζεται ὡς διπλωμάτης. Ἄλλοτε ἐθεωρεῖτο μόνον συνωμότης τῶν καταγωγίων.»	[40, 933, 273, 985]
source-label: (Ὁ Μικρὸς Παρισινός)	[146, 799, 273, 812]
separator-stars: ⁂	[151, 820, 162, 833]
headline-maiandros: ΜΕΤΑ ΤΗΝ ΚΑΤΑΛΗΨΙΝ ΤΗΣ ΚΟΙΛΑΔΟΣ ΤΟΥ ΜΑΙΑΝΔΡΟΥ	[349, 565, 1010, 590]
separator-stars: ⁂	[151, 1165, 162, 1178]
quote-text: «Ὁ Ρῶσος Τσιτσερὶν ἔχει τὸ θάρρος νὰ μιμῆται τοὺς προκατόχους του.»	[40, 1182, 273, 1208]
listing-item	[40, 240, 273, 253]
listing-text: «Ἀσχέζης» τῶν Ἀθηνῶν (θίασος Σαμαρτζῆ).	[40, 211, 243, 237]
telegram-kicker: ΙΔΙΑΙΤΕΡΟΝ ΤΗΛΕΓΡΑΦΗΜΑ ΤΟΥ «ΕΜΠΡΟΣ»	[1187, 501, 1461, 515]
paragraph: ἀπὸ 25 χιλιομ.) Μὲ τὴν προώθησιν τῆς γραμμῆς μας πρὸς τὸ Σαράϊκιοϊ κατελήφθη ὁλόκληρος ἡ ζώνη ἡ ὁποία ἐκτείνεται κατὰ μῆκος τῆς σιδηροδρομικῆς γραμμῆς. Οἱ Κεμαλικοὶ δὲν ἐπεχείρησαν νὰ ἀντισταθοῦν. Ἀπὸ τῆς καταλήψεως ταύτης ὁ στρατὸς ἐξασφαλίζει ὁλόκληρον τὴν κοιλάδα, ἡ δὲ ἀσφάλεια τῆς Σμύρνης καθίσταται πλήρης. Ἀφ' ἑτέρου ἡ κατάληψις τῆς κοιλάδος τοῦ Μαιάνδρου παρέχει εἰς τὸν στρατὸν τὴν δυνατότητα νὰ ἀναπαυθῇ.	[298, 952, 539, 1109]
listing-name: Πανόρμου.	[40, 256, 108, 269]
column-title: ΤΣΙΤΣΕΡΙΝΙΤΙΣ!	[49, 735, 264, 763]
listing-text: «Ὁ ληστὴς».	[117, 347, 188, 360]
quote-source: (Τὸ Συρφετί)	[202, 1284, 273, 1297]
headline-advance: Η ΠΡΟΕΛΑΣΙΣ ΠΕΡΑΝ ΤΩΝ ΣΩΚΙΩΝ	[1131, 313, 1517, 338]
radiogram-kicker: ΙΔΙΑΙΤΕΡΟΝ ΡΑΔΙΟΓΡΑΦΗΜΑ ΤΟΥ «ΕΜΠΡΟΣ»	[1184, 1223, 1464, 1237]
paragraph: ΘΕΣΝΙΚΗ, 10 Ἀπριλίου. (Τῶ. τηλ. τοῦ «Ἐμπρός»).—Τὸ Μακεδονικὸν Κομιτᾶτον ἐσχημάτισε μεγάλην ἐπιτροπὴν ἐκ πάντων τῶν σωματείων τῆς Μακεδονίας, ἵνα ἐκφράσῃ τὴν ἠθικὴν καὶ ὑλικὴν συνδρομὴν πρὸς τοὺς ἀλυτρώτους ἀδελφοὺς τῆς Μικρᾶς Ἀσίας καὶ τῆς Θρᾴκης.	[1088, 518, 1312, 623]
article-body	[40, 426, 273, 530]
